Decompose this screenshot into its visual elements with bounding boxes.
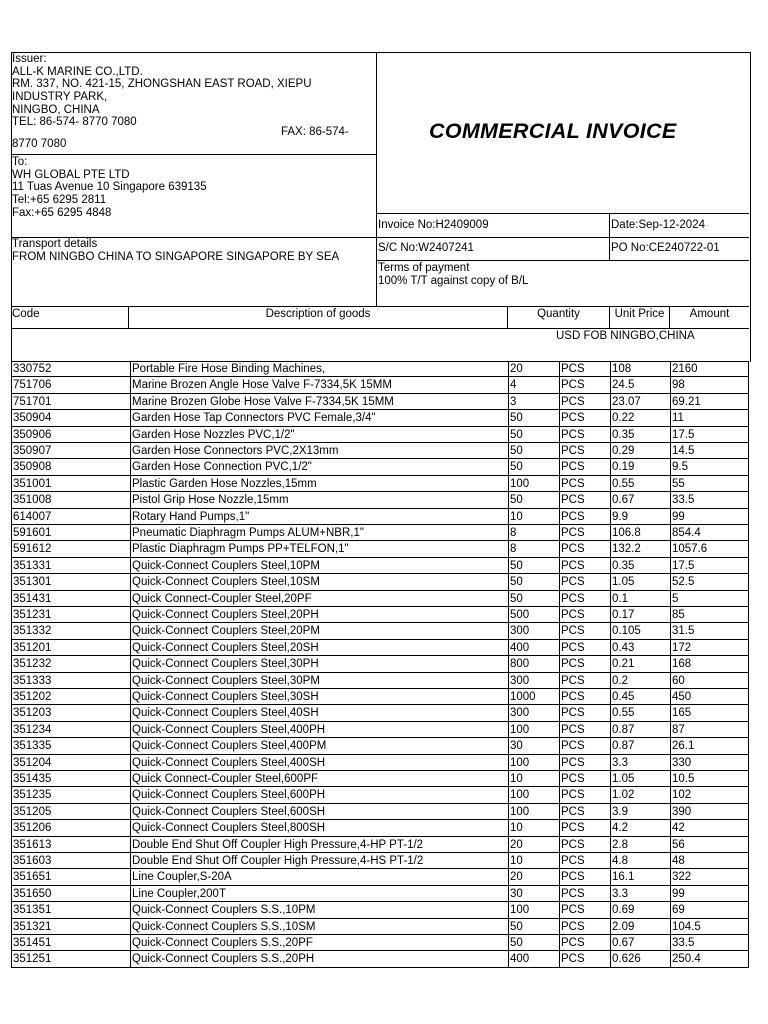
item-quantity: 400 bbox=[508, 951, 559, 966]
item-code: 351008 bbox=[13, 494, 52, 507]
item-unit: PCS bbox=[559, 722, 610, 737]
item-unit: PCS bbox=[559, 656, 610, 671]
item-unit: PCS bbox=[559, 591, 610, 606]
item-quantity: 50 bbox=[508, 492, 559, 507]
item-code: 351202 bbox=[13, 691, 52, 703]
table-row bbox=[11, 705, 749, 721]
item-amount: 17.5 bbox=[670, 427, 750, 442]
item-code: 351301 bbox=[13, 576, 52, 589]
item-unit: PCS bbox=[559, 640, 610, 655]
item-amount: 102 bbox=[670, 787, 750, 802]
item-code: 351321 bbox=[13, 920, 52, 933]
item-amount: 99 bbox=[670, 509, 750, 524]
item-amount: 5 bbox=[670, 591, 750, 606]
item-amount: 168 bbox=[670, 656, 750, 671]
item-description: Plastic Diaphragm Pumps PP+TELFON,1" bbox=[130, 541, 508, 556]
issuer-tel: TEL: 86-574- 8770 7080 bbox=[12, 116, 137, 129]
item-description: Quick-Connect Couplers S.S.,10SM bbox=[130, 919, 508, 934]
item-code: 591601 bbox=[13, 527, 52, 539]
table-row bbox=[11, 771, 749, 787]
item-description: Quick-Connect Couplers S.S.,20PF bbox=[130, 935, 508, 950]
item-description: Quick-Connect Couplers Steel,20PM bbox=[130, 623, 508, 638]
item-code: 351232 bbox=[13, 658, 52, 671]
item-quantity: 500 bbox=[508, 607, 559, 622]
item-unit: PCS bbox=[559, 492, 610, 507]
item-unit-price: 0.55 bbox=[610, 705, 670, 720]
item-code: 350904 bbox=[13, 412, 52, 425]
item-amount: 60 bbox=[670, 673, 750, 688]
item-code: 350907 bbox=[13, 445, 52, 457]
item-unit-price: 0.626 bbox=[610, 951, 670, 966]
item-unit-price: 0.45 bbox=[610, 689, 670, 704]
item-unit: PCS bbox=[559, 525, 610, 540]
item-quantity: 100 bbox=[508, 722, 559, 737]
item-quantity: 10 bbox=[508, 509, 559, 524]
table-row bbox=[11, 623, 749, 639]
item-unit-price: 0.1 bbox=[610, 591, 670, 606]
item-amount: 2160 bbox=[670, 361, 750, 376]
item-unit: PCS bbox=[559, 755, 610, 770]
item-quantity: 20 bbox=[508, 869, 559, 884]
to-label: To: bbox=[12, 156, 28, 168]
item-description: Line Coupler,S-20A bbox=[130, 869, 508, 884]
item-unit: PCS bbox=[559, 853, 610, 868]
item-unit: PCS bbox=[559, 607, 610, 622]
item-amount: 69.21 bbox=[670, 394, 750, 409]
item-quantity: 8 bbox=[508, 541, 559, 556]
table-row bbox=[11, 427, 749, 443]
item-quantity: 20 bbox=[508, 361, 559, 376]
item-code: 351335 bbox=[13, 740, 52, 753]
table-row bbox=[11, 935, 749, 951]
item-unit-price: 0.67 bbox=[610, 492, 670, 507]
item-unit: PCS bbox=[559, 476, 610, 491]
item-unit: PCS bbox=[559, 787, 610, 802]
to-tel: Tel:+65 6295 2811 bbox=[12, 193, 107, 206]
item-description: Quick-Connect Couplers Steel,10SM bbox=[130, 574, 508, 589]
item-unit: PCS bbox=[559, 574, 610, 589]
item-unit: PCS bbox=[559, 738, 610, 753]
item-code: 330752 bbox=[13, 363, 52, 375]
item-quantity: 20 bbox=[508, 837, 559, 852]
item-code: 351332 bbox=[13, 625, 52, 638]
item-unit-price: 1.05 bbox=[610, 771, 670, 786]
item-code: 351234 bbox=[13, 723, 52, 736]
item-quantity: 30 bbox=[508, 738, 559, 753]
item-unit-price: 2.09 bbox=[610, 919, 670, 934]
item-unit-price: 0.29 bbox=[610, 443, 670, 458]
item-unit-price: 3.3 bbox=[610, 755, 670, 770]
item-code: 351451 bbox=[13, 937, 52, 949]
header-description: Description of goods bbox=[265, 308, 371, 320]
item-description: Quick-Connect Couplers Steel,20PH bbox=[130, 607, 508, 622]
item-unit-price: 0.21 bbox=[610, 656, 670, 671]
item-amount: 69 bbox=[670, 902, 750, 917]
item-unit-price: 0.35 bbox=[610, 558, 670, 573]
item-unit-price: 0.22 bbox=[610, 410, 670, 425]
item-amount: 55 bbox=[670, 476, 750, 491]
table-row bbox=[11, 394, 749, 410]
item-unit: PCS bbox=[559, 394, 610, 409]
table-row bbox=[11, 492, 749, 508]
item-unit: PCS bbox=[559, 902, 610, 917]
item-code: 351351 bbox=[13, 904, 52, 917]
item-unit-price: 4.2 bbox=[610, 820, 670, 835]
item-unit: PCS bbox=[559, 427, 610, 442]
item-code: 351650 bbox=[13, 887, 52, 900]
item-quantity: 300 bbox=[508, 673, 559, 688]
table-row bbox=[11, 902, 749, 918]
item-quantity: 50 bbox=[508, 459, 559, 474]
column-header-bottom bbox=[11, 328, 749, 329]
table-row bbox=[11, 738, 749, 754]
item-quantity: 100 bbox=[508, 804, 559, 819]
item-unit: PCS bbox=[559, 869, 610, 884]
issuer-block bbox=[12, 53, 374, 129]
item-unit-price: 1.05 bbox=[610, 574, 670, 589]
item-code: 350906 bbox=[13, 428, 52, 441]
item-code: 351603 bbox=[13, 855, 52, 867]
item-quantity: 800 bbox=[508, 656, 559, 671]
item-quantity: 50 bbox=[508, 574, 559, 589]
item-description: Quick-Connect Couplers Steel,30PH bbox=[130, 656, 508, 671]
table-row bbox=[11, 443, 749, 459]
table-row bbox=[11, 509, 749, 525]
item-code: 351431 bbox=[13, 592, 52, 605]
item-quantity: 100 bbox=[508, 787, 559, 802]
item-amount: 17.5 bbox=[670, 558, 750, 573]
item-unit: PCS bbox=[559, 410, 610, 425]
item-quantity: 1000 bbox=[508, 689, 559, 704]
item-amount: 250.4 bbox=[670, 951, 750, 966]
table-row bbox=[11, 656, 749, 672]
transport-label: Transport details bbox=[12, 238, 98, 250]
item-description: Quick-Connect Couplers Steel,20SH bbox=[130, 640, 508, 655]
to-address: 11 Tuas Avenue 10 Singapore 639135 bbox=[12, 181, 207, 194]
item-unit: PCS bbox=[559, 673, 610, 688]
item-unit-price: 0.55 bbox=[610, 476, 670, 491]
transport-route: FROM NINGBO CHINA TO SINGAPORE SINGAPORE BY SEA bbox=[12, 250, 340, 263]
item-code: 351205 bbox=[13, 805, 52, 818]
item-quantity: 100 bbox=[508, 755, 559, 770]
item-unit: PCS bbox=[559, 919, 610, 934]
item-unit-price: 0.17 bbox=[610, 607, 670, 622]
item-amount: 10.5 bbox=[670, 771, 750, 786]
item-amount: 48 bbox=[670, 853, 750, 868]
issuer-label: Issuer: bbox=[12, 53, 47, 65]
item-amount: 450 bbox=[670, 689, 750, 704]
item-unit-price: 132.2 bbox=[610, 541, 670, 556]
item-description: Quick-Connect Couplers Steel,400PH bbox=[130, 722, 508, 737]
item-description: Double End Shut Off Coupler High Pressure,4-HS PT-1/2 bbox=[130, 853, 508, 868]
table-row bbox=[11, 541, 749, 557]
item-unit: PCS bbox=[559, 935, 610, 950]
item-amount: 1057.6 bbox=[670, 541, 750, 556]
table-row bbox=[11, 476, 749, 492]
item-amount: 9.5 bbox=[670, 459, 750, 474]
payment-label: Terms of payment bbox=[378, 262, 470, 274]
table-row bbox=[11, 755, 749, 771]
header-code: Code bbox=[11, 306, 129, 328]
item-quantity: 4 bbox=[508, 377, 559, 392]
item-code: 751706 bbox=[13, 379, 52, 392]
item-unit-price: 16.1 bbox=[610, 869, 670, 884]
item-quantity: 3 bbox=[508, 394, 559, 409]
item-description: Quick Connect-Coupler Steel,20PF bbox=[130, 591, 508, 606]
item-amount: 14.5 bbox=[670, 443, 750, 458]
item-unit-price: 0.35 bbox=[610, 427, 670, 442]
item-code: 351203 bbox=[13, 707, 52, 720]
table-row bbox=[11, 574, 749, 590]
item-quantity: 30 bbox=[508, 886, 559, 901]
item-code: 351231 bbox=[13, 609, 52, 621]
item-code: 350908 bbox=[13, 461, 52, 474]
item-code: 614007 bbox=[13, 510, 52, 523]
item-quantity: 10 bbox=[508, 853, 559, 868]
issuer-fax-cont: 8770 7080 bbox=[12, 138, 67, 150]
item-unit: PCS bbox=[559, 459, 610, 474]
payment-row-top bbox=[376, 260, 749, 261]
payment-terms: 100% T/T against copy of B/L bbox=[378, 274, 529, 287]
column-header-row bbox=[11, 306, 749, 328]
item-unit-price: 0.87 bbox=[610, 738, 670, 753]
item-unit-price: 2.8 bbox=[610, 837, 670, 852]
item-description: Double End Shut Off Coupler High Pressure,4-HP PT-1/2 bbox=[130, 837, 508, 852]
item-code: 351204 bbox=[13, 756, 52, 769]
item-description: Quick-Connect Couplers Steel,600PH bbox=[130, 787, 508, 802]
item-description: Marine Brozen Globe Hose Valve F-7334,5K 15MM bbox=[130, 394, 508, 409]
currency-terms: USD FOB NINGBO,CHINA bbox=[556, 330, 695, 342]
table-row bbox=[11, 607, 749, 623]
item-quantity: 300 bbox=[508, 623, 559, 638]
item-quantity: 50 bbox=[508, 919, 559, 934]
to-fax: Fax:+65 6295 4848 bbox=[12, 206, 112, 219]
item-unit: PCS bbox=[559, 509, 610, 524]
item-quantity: 100 bbox=[508, 902, 559, 917]
item-quantity: 50 bbox=[508, 443, 559, 458]
item-unit: PCS bbox=[559, 771, 610, 786]
item-description: Plastic Garden Hose Nozzles,15mm bbox=[130, 476, 508, 491]
item-amount: 42 bbox=[670, 820, 750, 835]
to-top-border bbox=[11, 154, 376, 155]
item-description: Marine Brozen Angle Hose Valve F-7334,5K 15MM bbox=[130, 377, 508, 392]
table-row bbox=[11, 591, 749, 607]
table-row bbox=[11, 640, 749, 656]
items-table bbox=[11, 361, 749, 968]
issuer-address-3: NINGBO, CHINA bbox=[12, 103, 100, 116]
item-amount: 172 bbox=[670, 640, 750, 655]
to-company: WH GLOBAL PTE LTD bbox=[12, 168, 130, 181]
table-row bbox=[11, 853, 749, 869]
header-amount: Amount bbox=[669, 306, 749, 328]
item-description: Quick Connect-Coupler Steel,600PF bbox=[130, 771, 508, 786]
item-unit-price: 0.19 bbox=[610, 459, 670, 474]
item-code: 591612 bbox=[13, 543, 52, 556]
item-unit-price: 0.2 bbox=[610, 673, 670, 688]
item-description: Quick-Connect Couplers S.S.,20PH bbox=[130, 951, 508, 966]
item-description: Line Coupler,200T bbox=[130, 886, 508, 901]
item-unit-price: 9.9 bbox=[610, 509, 670, 524]
sc-number: S/C No:W2407241 bbox=[378, 242, 474, 254]
transport-block bbox=[12, 238, 374, 263]
item-code: 351206 bbox=[13, 822, 52, 835]
item-unit-price: 0.105 bbox=[610, 623, 670, 638]
item-unit: PCS bbox=[559, 623, 610, 638]
item-description: Quick-Connect Couplers Steel,30PM bbox=[130, 673, 508, 688]
item-description: Rotary Hand Pumps,1" bbox=[130, 509, 508, 524]
item-description: Garden Hose Nozzles PVC,1/2" bbox=[130, 427, 508, 442]
item-unit: PCS bbox=[559, 689, 610, 704]
item-amount: 854.4 bbox=[670, 525, 750, 540]
table-row bbox=[11, 886, 749, 902]
item-unit-price: 1.02 bbox=[610, 787, 670, 802]
item-description: Pneumatic Diaphragm Pumps ALUM+NBR,1" bbox=[130, 525, 508, 540]
item-amount: 390 bbox=[670, 804, 750, 819]
item-unit: PCS bbox=[559, 361, 610, 376]
item-unit: PCS bbox=[559, 951, 610, 966]
issuer-address-1: RM. 337, NO. 421-15, ZHONGSHAN EAST ROAD, XIEPU bbox=[12, 78, 312, 91]
item-description: Quick-Connect Couplers S.S.,10PM bbox=[130, 902, 508, 917]
item-code: 351235 bbox=[13, 789, 52, 802]
item-quantity: 50 bbox=[508, 427, 559, 442]
item-amount: 98 bbox=[670, 377, 750, 392]
header-unit-price: Unit Price bbox=[609, 306, 669, 328]
table-row bbox=[11, 459, 749, 475]
item-quantity: 10 bbox=[508, 820, 559, 835]
item-description: Quick-Connect Couplers Steel,30SH bbox=[130, 689, 508, 704]
item-unit: PCS bbox=[559, 820, 610, 835]
item-unit-price: 106.8 bbox=[610, 525, 670, 540]
item-unit: PCS bbox=[559, 443, 610, 458]
item-unit-price: 108 bbox=[610, 361, 670, 376]
item-amount: 11 bbox=[670, 410, 750, 425]
item-amount: 33.5 bbox=[670, 492, 750, 507]
header-quantity: Quantity bbox=[507, 306, 609, 328]
item-amount: 87 bbox=[670, 722, 750, 737]
item-unit: PCS bbox=[559, 886, 610, 901]
issuer-fax: FAX: 86-574- bbox=[281, 126, 349, 138]
item-quantity: 50 bbox=[508, 410, 559, 425]
table-row bbox=[11, 820, 749, 836]
table-row bbox=[11, 722, 749, 738]
item-amount: 322 bbox=[670, 869, 750, 884]
item-description: Garden Hose Tap Connectors PVC Female,3/4" bbox=[130, 410, 508, 425]
consignee-block bbox=[12, 156, 374, 219]
item-amount: 33.5 bbox=[670, 935, 750, 950]
item-amount: 26.1 bbox=[670, 738, 750, 753]
item-description: Quick-Connect Couplers Steel,400PM bbox=[130, 738, 508, 753]
item-description: Quick-Connect Couplers Steel,40SH bbox=[130, 705, 508, 720]
item-code: 351331 bbox=[13, 559, 52, 572]
item-description: Pistol Grip Hose Nozzle,15mm bbox=[130, 492, 508, 507]
item-description: Portable Fire Hose Binding Machines, bbox=[130, 361, 508, 376]
table-row bbox=[11, 787, 749, 803]
payment-block bbox=[378, 262, 748, 287]
header-divider bbox=[376, 52, 377, 307]
item-amount: 330 bbox=[670, 755, 750, 770]
item-description: Quick-Connect Couplers Steel,10PM bbox=[130, 558, 508, 573]
item-quantity: 8 bbox=[508, 525, 559, 540]
table-row bbox=[11, 689, 749, 705]
item-code: 351435 bbox=[13, 773, 52, 785]
item-amount: 165 bbox=[670, 705, 750, 720]
po-number: PO No:CE240722-01 bbox=[611, 242, 720, 254]
item-amount: 85 bbox=[670, 607, 750, 622]
item-description: Garden Hose Connectors PVC,2X13mm bbox=[130, 443, 508, 458]
table-row bbox=[11, 673, 749, 689]
item-quantity: 50 bbox=[508, 558, 559, 573]
item-description: Quick-Connect Couplers Steel,800SH bbox=[130, 820, 508, 835]
item-unit: PCS bbox=[559, 558, 610, 573]
item-unit: PCS bbox=[559, 377, 610, 392]
item-code: 751701 bbox=[13, 395, 52, 408]
item-unit-price: 3.9 bbox=[610, 804, 670, 819]
invoice-title: COMMERCIAL INVOICE bbox=[429, 119, 677, 143]
item-quantity: 50 bbox=[508, 591, 559, 606]
table-row bbox=[11, 804, 749, 820]
item-quantity: 100 bbox=[508, 476, 559, 491]
item-amount: 52.5 bbox=[670, 574, 750, 589]
table-row bbox=[11, 525, 749, 541]
item-unit-price: 0.87 bbox=[610, 722, 670, 737]
item-code: 351001 bbox=[13, 477, 52, 490]
item-quantity: 10 bbox=[508, 771, 559, 786]
item-unit: PCS bbox=[559, 541, 610, 556]
item-unit-price: 3.3 bbox=[610, 886, 670, 901]
item-quantity: 50 bbox=[508, 935, 559, 950]
item-code: 351651 bbox=[13, 871, 52, 884]
item-amount: 104.5 bbox=[670, 919, 750, 934]
item-code: 351613 bbox=[13, 838, 52, 851]
item-quantity: 400 bbox=[508, 640, 559, 655]
item-amount: 99 bbox=[670, 886, 750, 901]
item-unit-price: 0.67 bbox=[610, 935, 670, 950]
table-row bbox=[11, 410, 749, 426]
item-unit-price: 23.07 bbox=[610, 394, 670, 409]
item-code: 351251 bbox=[13, 953, 52, 966]
item-code: 351333 bbox=[13, 674, 52, 687]
item-amount: 56 bbox=[670, 837, 750, 852]
invoice-row-top bbox=[376, 213, 749, 214]
table-row bbox=[11, 869, 749, 885]
table-row bbox=[11, 837, 749, 853]
table-row bbox=[11, 377, 749, 393]
invoice-date: Date:Sep-12-2024 bbox=[611, 219, 705, 231]
item-amount: 31.5 bbox=[670, 623, 750, 638]
item-unit-price: 4.8 bbox=[610, 853, 670, 868]
item-description: Quick-Connect Couplers Steel,400SH bbox=[130, 755, 508, 770]
table-row bbox=[11, 951, 749, 967]
item-unit-price: 0.69 bbox=[610, 902, 670, 917]
item-unit: PCS bbox=[559, 804, 610, 819]
invoice-number: Invoice No:H2409009 bbox=[378, 219, 489, 231]
item-unit: PCS bbox=[559, 837, 610, 852]
item-unit: PCS bbox=[559, 705, 610, 720]
item-quantity: 300 bbox=[508, 705, 559, 720]
issuer-company: ALL-K MARINE CO.,LTD. bbox=[12, 65, 143, 78]
issuer-address-2: INDUSTRY PARK, bbox=[12, 90, 108, 103]
table-row bbox=[11, 558, 749, 574]
item-code: 351201 bbox=[13, 641, 52, 654]
item-description: Garden Hose Connection PVC,1/2" bbox=[130, 459, 508, 474]
item-unit-price: 0.43 bbox=[610, 640, 670, 655]
table-row bbox=[11, 919, 749, 935]
table-row bbox=[11, 361, 749, 377]
item-description: Quick-Connect Couplers Steel,600SH bbox=[130, 804, 508, 819]
item-unit-price: 24.5 bbox=[610, 377, 670, 392]
